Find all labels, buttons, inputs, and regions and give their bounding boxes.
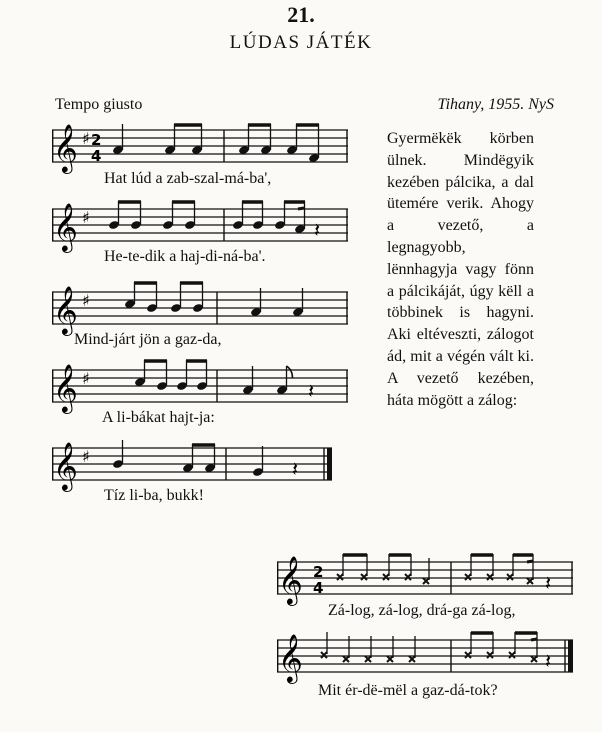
key-signature-sharp: ♯ bbox=[82, 447, 90, 466]
key-signature-sharp: ♯ bbox=[82, 369, 90, 388]
key-signature-sharp: ♯ bbox=[82, 129, 90, 148]
time-signature-bottom: 4 bbox=[91, 147, 102, 165]
lyric-line-2: He-te-dik a haj-di-ná-ba'. bbox=[104, 248, 266, 265]
game-description: Gyermëkëk körben ülnek. Mindëgyik kezében pálcika, a dal ütemére verik. Ahogy a vezető, a legnagyobb, lënnhagyja vagy fönn a pálcikáját, úgy këll a többinek is hagyni. Aki eltéveszti, zálogot ád, mit a végén vált ki. A vezető kezében, háta mögött a zálog: bbox=[387, 130, 534, 409]
lyric-line-4: A li-bákat hajt-ja: bbox=[102, 409, 215, 426]
music-staff-7 bbox=[277, 628, 577, 689]
eighth-rest: 𝄽 bbox=[545, 571, 552, 595]
time-signature-top: 2 bbox=[313, 563, 324, 581]
eighth-rest: 𝄽 bbox=[545, 649, 552, 673]
time-signature-bottom: 4 bbox=[313, 579, 324, 597]
treble-clef-icon: 𝄞 bbox=[53, 441, 78, 490]
eighth-rest: 𝄽 bbox=[314, 218, 321, 242]
eighth-rest: 𝄽 bbox=[308, 379, 315, 403]
treble-clef-icon: 𝄞 bbox=[53, 363, 78, 412]
song-number: 21. bbox=[287, 2, 315, 27]
key-signature-sharp: ♯ bbox=[82, 208, 90, 227]
treble-clef-icon: 𝄞 bbox=[278, 555, 303, 604]
tempo-marking: Tempo giusto bbox=[55, 96, 143, 113]
song-title: LÚDAS JÁTÉK bbox=[229, 32, 373, 53]
lyric-line-5: Tíz li-ba, bukk! bbox=[104, 487, 204, 504]
source-attribution: Tihany, 1955. NyS bbox=[437, 96, 554, 113]
key-signature-sharp: ♯ bbox=[82, 291, 90, 310]
time-signature-top: 2 bbox=[91, 131, 102, 149]
quarter-rest: 𝄽 bbox=[292, 457, 299, 481]
lyric-line-7: Mit ér-dë-mël a gaz-dá-tok? bbox=[318, 682, 498, 699]
treble-clef-icon: 𝄞 bbox=[53, 202, 78, 251]
lyric-line-3: Mind-járt jön a gaz-da, bbox=[74, 331, 222, 348]
treble-clef-icon: 𝄞 bbox=[53, 123, 78, 172]
lyric-line-1: Hat lúd a zab-szal-má-ba', bbox=[104, 170, 272, 187]
lyric-line-6: Zá-log, zá-log, drá-ga zá-log, bbox=[328, 602, 516, 619]
treble-clef-icon: 𝄞 bbox=[278, 633, 303, 682]
treble-clef-icon: 𝄞 bbox=[53, 285, 78, 334]
